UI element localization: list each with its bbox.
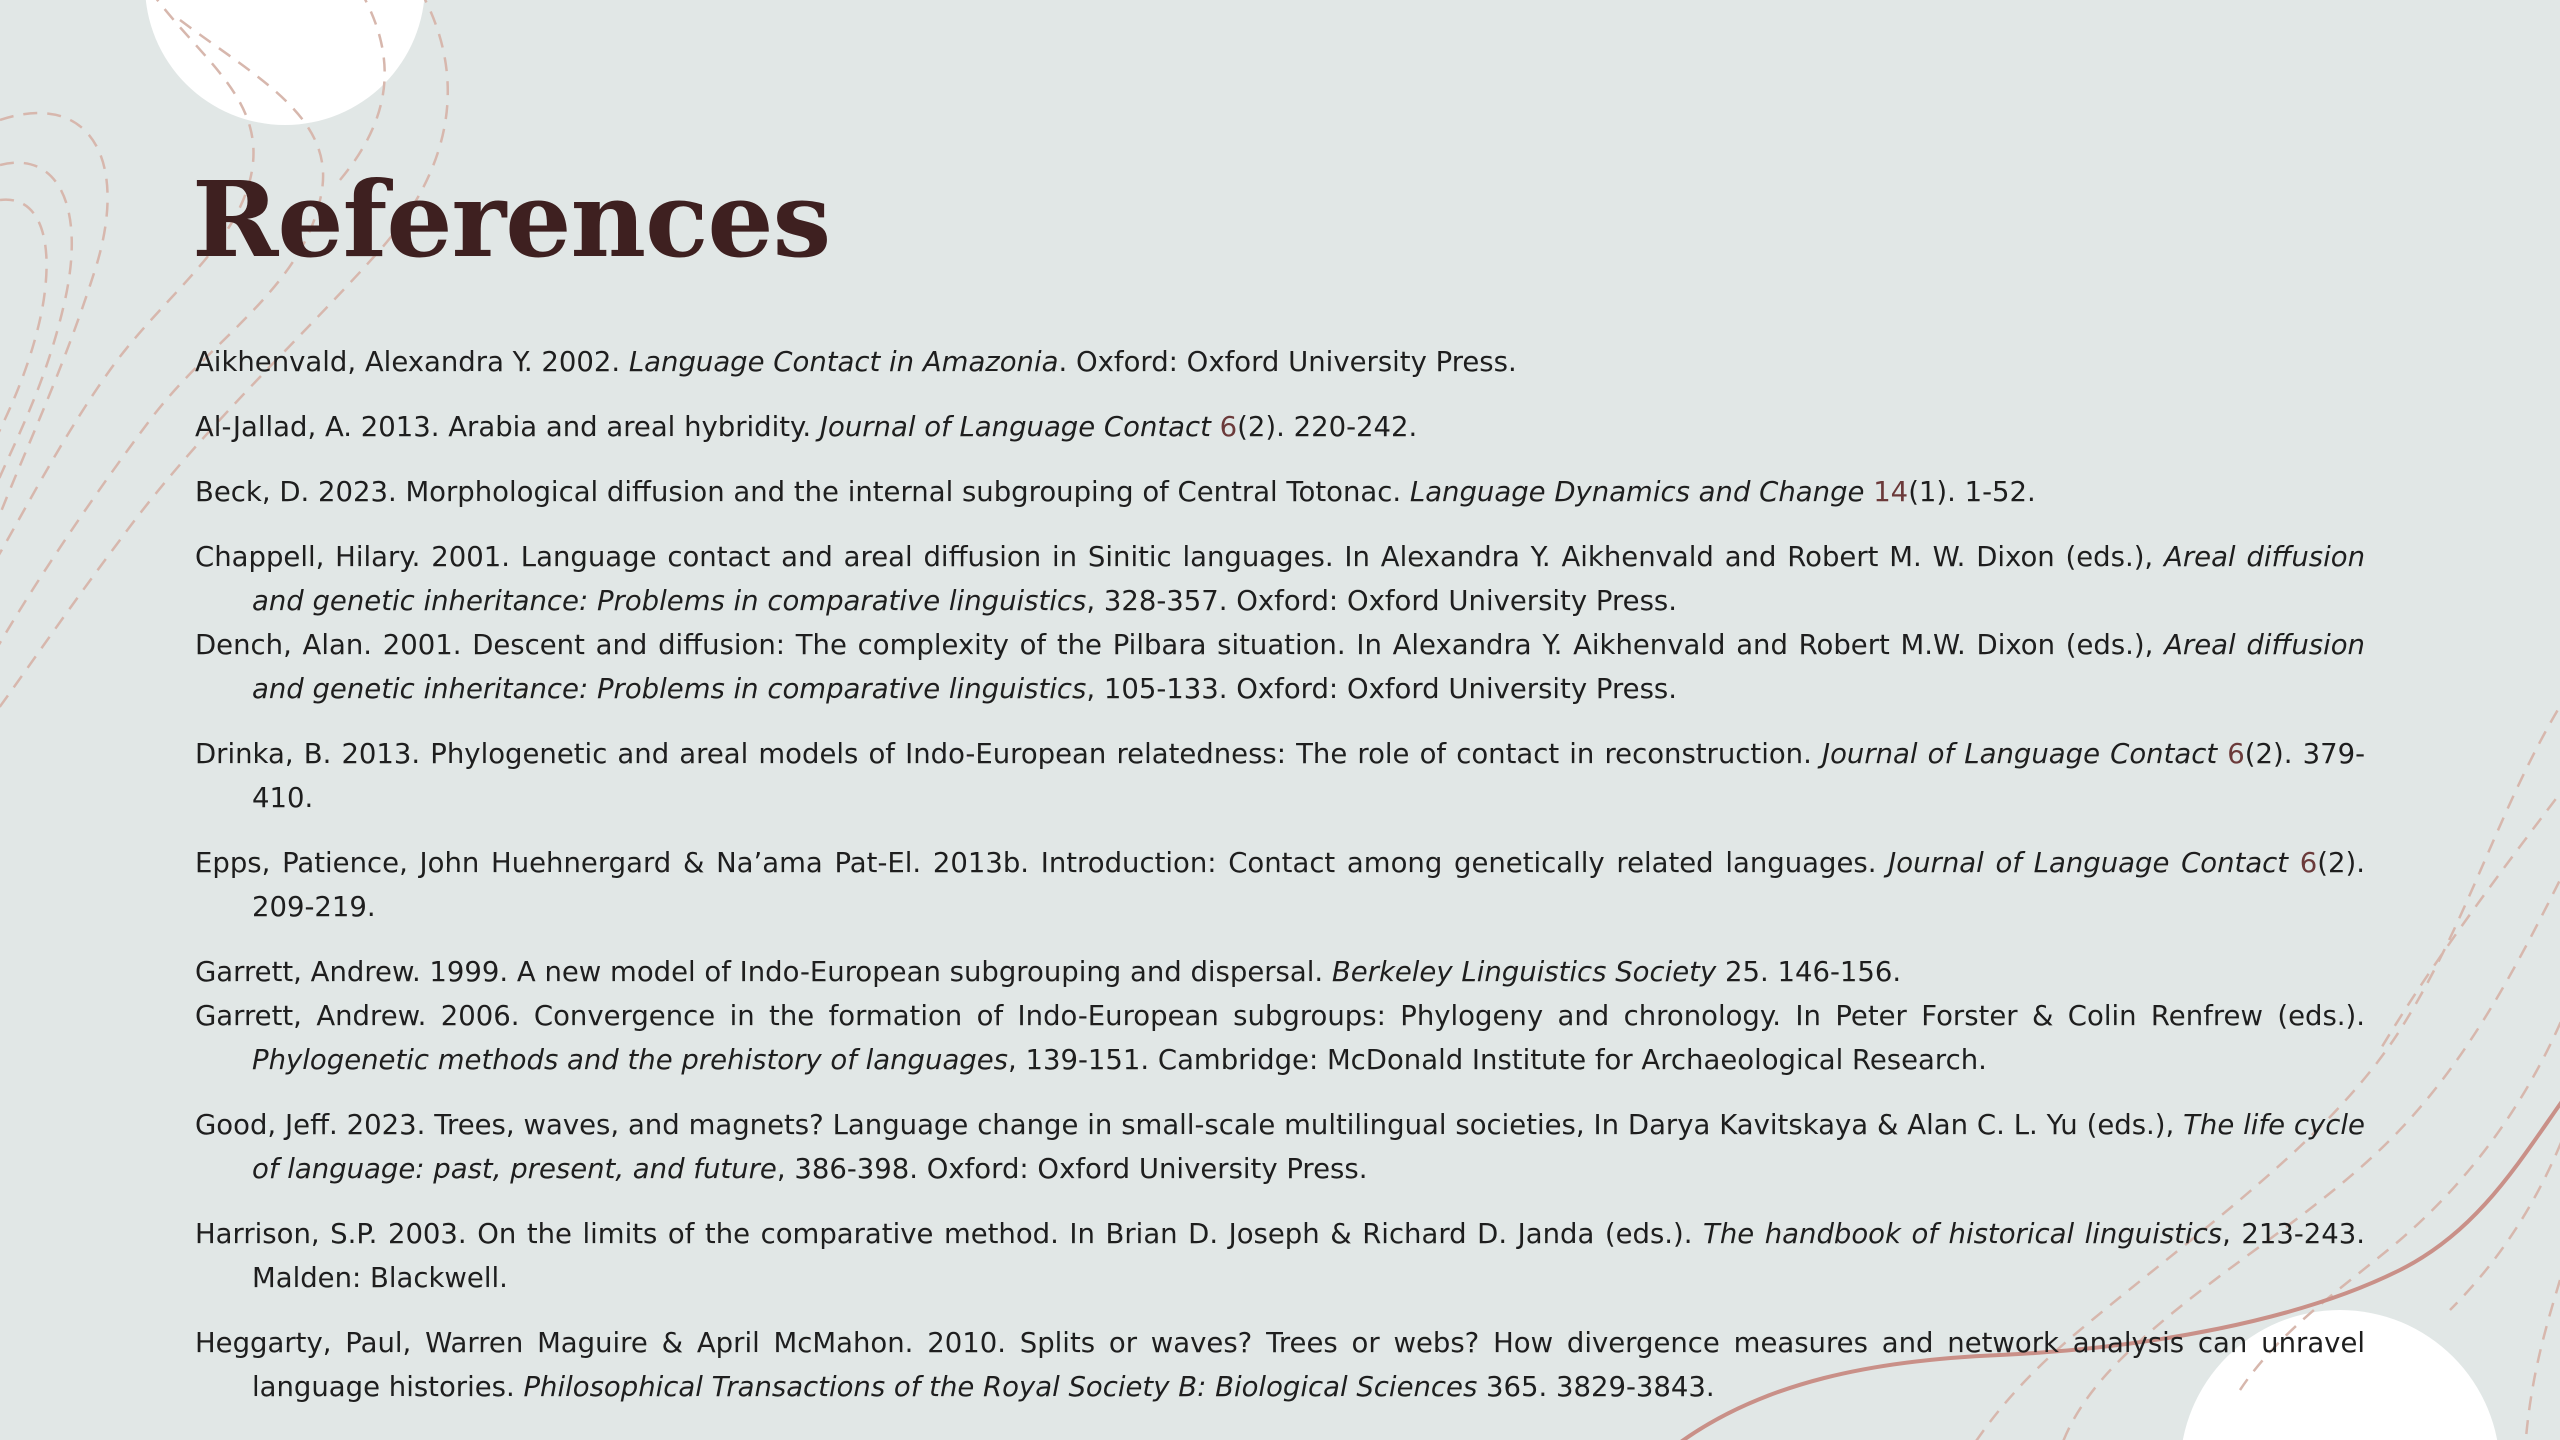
reference-item [195, 994, 2365, 1082]
reference-text: Al-Jallad, A. 2013. Arabia and areal hybridity. [195, 411, 820, 443]
reference-text: Harrison, S.P. 2003. On the limits of the comparative method. In Brian D. Joseph & Richard D. Janda (eds.). [195, 1218, 1704, 1250]
reference-volume: 6 [2299, 847, 2318, 879]
reference-item [195, 1212, 2365, 1300]
reference-text: Garrett, Andrew. 1999. A new model of Indo-European subgrouping and dispersal. [195, 956, 1332, 988]
reference-italic-title: Areal diffusion and genetic inheritance: Problems in comparative linguistics [252, 629, 2365, 705]
reference-text: Garrett, Andrew. 2006. Convergence in the formation of Indo-European subgroups: Phylogeny and chronology. In Peter Forster & Colin Renfrew (eds.). [195, 1000, 2365, 1032]
reference-text: Chappell, Hilary. 2001. Language contact and areal diffusion in Sinitic languages. In Alexandra Y. Aikhenvald and Robert M. W. Dixon (eds.), [195, 541, 2165, 573]
reference-volume: 6 [1219, 411, 1238, 443]
reference-text: , 105-133. Oxford: Oxford University Press. [1086, 673, 1677, 705]
reference-item [195, 950, 2365, 994]
reference-italic-title: Journal of Language Contact [819, 411, 1220, 443]
reference-text: (2). 220-242. [1237, 411, 1418, 443]
reference-text: Heggarty, Paul, Warren Maguire & April McMahon. 2010. Splits or waves? Trees or webs? How divergence measures and network analysis can unravel language histories. [195, 1327, 2365, 1403]
reference-text: , 213-243. Malden: Blackwell. [252, 1218, 2365, 1294]
reference-text: , 139-151. Cambridge: McDonald Institute for Archaeological Research. [1008, 1044, 1987, 1076]
reference-italic-title: Language Dynamics and Change [1409, 476, 1874, 508]
reference-item [195, 1103, 2365, 1191]
reference-italic-title: The life cycle of language: past, present, and future [252, 1109, 2365, 1185]
reference-volume: 6 [2227, 738, 2245, 770]
reference-item [195, 623, 2365, 711]
reference-text: 25. 146-156. [1716, 956, 1902, 988]
reference-item [195, 841, 2365, 929]
reference-text: Good, Jeff. 2023. Trees, waves, and magnets? Language change in small-scale multilingual societies, In Darya Kavitskaya & Alan C. L. Yu (eds.), [195, 1109, 2184, 1141]
reference-text: (1). 1-52. [1908, 476, 2036, 508]
reference-volume: 14 [1873, 476, 1909, 508]
reference-italic-title: Journal of Language Contact [1888, 847, 2300, 879]
reference-text: Drinka, B. 2013. Phylogenetic and areal models of Indo-European relatedness: The role of contact in reconstruction. [195, 738, 1822, 770]
reference-italic-title: Areal diffusion and genetic inheritance: Problems in comparative linguistics [252, 541, 2365, 617]
reference-italic-title: Berkeley Linguistics Society [1331, 956, 1717, 988]
reference-italic-title: Journal of Language Contact [1821, 738, 2228, 770]
reference-text: . Oxford: Oxford University Press. [1058, 346, 1517, 378]
reference-text: , 328-357. Oxford: Oxford University Press. [1086, 585, 1677, 617]
reference-text: (2). 209-219. [252, 847, 2365, 923]
reference-item [195, 340, 2365, 384]
reference-item [195, 1321, 2365, 1409]
reference-item [195, 535, 2365, 623]
reference-italic-title: The handbook of historical linguistics [1703, 1218, 2223, 1250]
reference-italic-title: Language Contact in Amazonia [628, 346, 1059, 378]
reference-item [195, 732, 2365, 820]
reference-text: (2). 379-410. [252, 738, 2365, 814]
reference-item [195, 405, 2365, 449]
reference-item [195, 470, 2365, 514]
reference-text: Dench, Alan. 2001. Descent and diffusion: The complexity of the Pilbara situation. In Alexandra Y. Aikhenvald and Robert M.W. Dixon (eds.), [195, 629, 2165, 661]
reference-text: 365. 3829-3843. [1477, 1371, 1715, 1403]
page-title: References [192, 158, 831, 281]
references-list [195, 340, 2365, 1430]
reference-text: Beck, D. 2023. Morphological diffusion and the internal subgrouping of Central Totonac. [195, 476, 1410, 508]
reference-text: Epps, Patience, John Huehnergard & Na’ama Pat-El. 2013b. Introduction: Contact among genetically related languages. [195, 847, 1889, 879]
reference-italic-title: Phylogenetic methods and the prehistory of languages [252, 1044, 1008, 1076]
reference-text: , 386-398. Oxford: Oxford University Press. [776, 1153, 1368, 1185]
reference-text: Aikhenvald, Alexandra Y. 2002. [195, 346, 629, 378]
reference-italic-title: Philosophical Transactions of the Royal Society B: Biological Sciences [523, 1371, 1478, 1403]
